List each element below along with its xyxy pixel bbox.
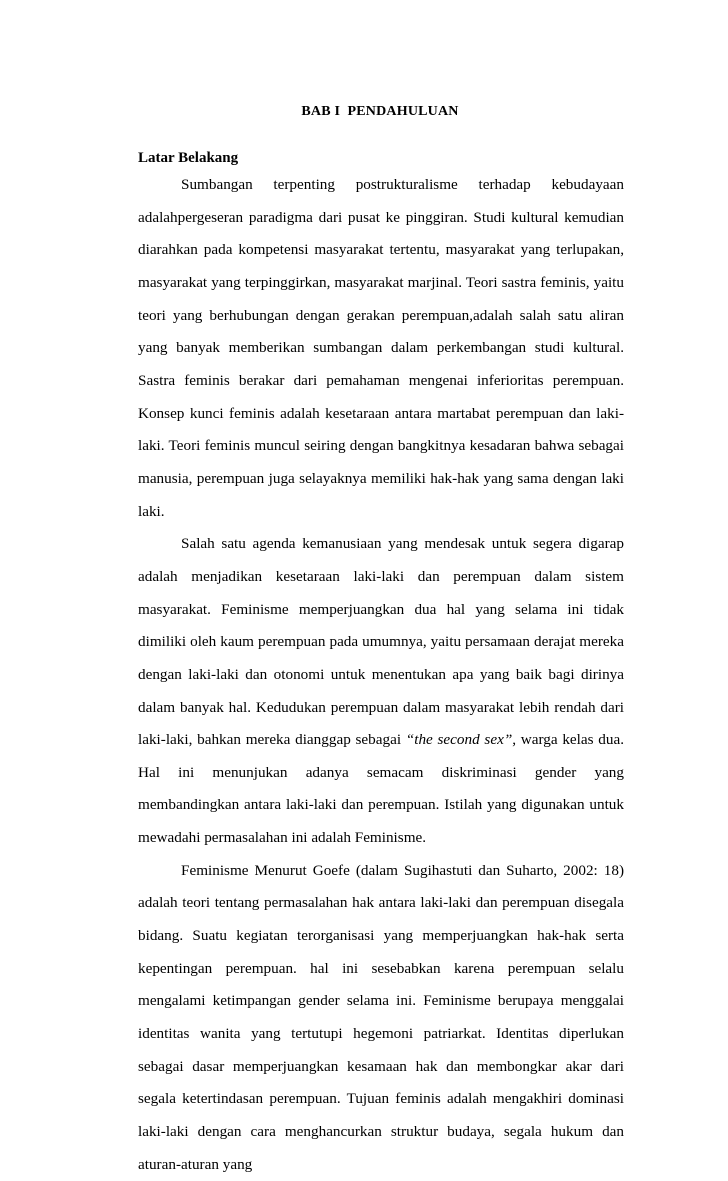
section-heading: Latar Belakang	[138, 150, 239, 166]
page-title: BAB I PENDAHULUAN	[301, 104, 459, 119]
paragraph-2	[138, 528, 624, 855]
paragraph-3: Feminisme Menurut Goefe (dalam Sugihastuti dan Suharto, 2002: 18) adalah teori tentang permasalahan hak antara laki-laki dan perempuan disegala bidang. Suatu kegiatan terorganisasi yang memperjuangkan hak-hak serta kepentingan perempuan. hal ini sesebabkan karena perempuan selalu mengalami ketimpangan gender selama ini. Feminisme berupaya menggalai identitas wanita yang tertutupi hegemoni patriarkat. Identitas diperlukan sebagai dasar memperjuangkan kesamaan hak dan membongkar akar dari segala ketertindasan perempuan. Tujuan feminis adalah mengakhiri dominasi laki-laki dengan cara menghancurkan struktur budaya, segala hukum dan aturan-aturan yang	[138, 861, 624, 1173]
body-text	[138, 169, 624, 1181]
paragraph-2-text-end: , warga kelas dua. Hal ini menunjukan adanya semacam diskriminasi gender yang membandingkan antara laki-laki dan perempuan. Istilah yang digunakan untuk mewadahi permasalahan ini adalah Feminisme.	[138, 731, 624, 847]
paragraph-1: Sumbangan terpenting postrukturalisme terhadap kebudayaan adalahpergeseran paradigma dari pusat ke pinggiran. Studi kultural kemudian diarahkan pada kompetensi masyarakat tertentu, masyarakat yang terlupakan, masyarakat yang terpinggirkan, masyarakat marjinal. Teori sastra feminis, yaitu teori yang berhubungan dengan gerakan perempuan,adalah salah satu aliran yang banyak memberikan sumbangan dalam perkembangan studi kultural. Sastra feminis berakar dari pemahaman mengenai inferioritas perempuan. Konsep kunci feminis adalah kesetaraan antara martabat perempuan dan laki-laki. Teori feminis muncul seiring dengan bangkitnya kesadaran bahwa sebagai manusia, perempuan juga selayaknya memiliki hak-hak yang sama dengan laki laki.	[138, 176, 624, 520]
italic-term: “the second sex”	[405, 731, 513, 749]
paragraph-2-text-start: Salah satu agenda kemanusiaan yang mendesak untuk segera digarap adalah menjadikan kesetaraan laki-laki dan perempuan dalam sistem masyarakat. Feminisme memperjuangkan dua hal yang selama ini tidak dimiliki oleh kaum perempuan pada umumnya, yaitu persamaan derajat mereka dengan laki-laki dan otonomi untuk menentukan apa yang baik bagi dirinya dalam banyak hal. Kedudukan perempuan dalam masyarakat lebih rendah dari laki-laki, bahkan mereka dianggap sebagai	[138, 535, 624, 749]
